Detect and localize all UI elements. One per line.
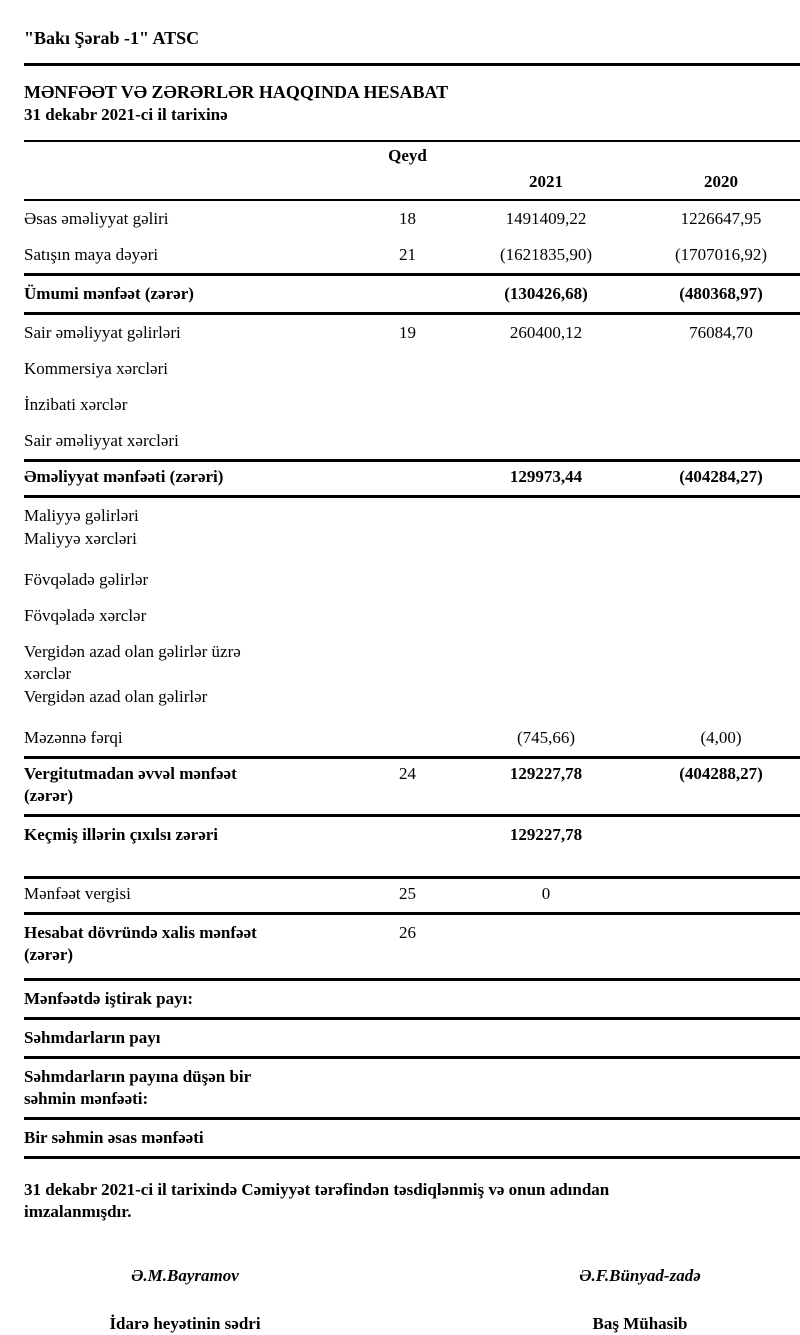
row-label-text: Əməliyyat mənfəəti (zərəri) <box>24 467 224 486</box>
row-label <box>24 1027 365 1049</box>
row-label-text: Hesabat dövründə xalis mənfəət (zərər) <box>24 923 257 964</box>
table-row <box>24 498 800 528</box>
value-2021-cell: 0 <box>541 884 551 903</box>
row-label <box>24 1127 365 1149</box>
table-row <box>24 462 800 495</box>
table-row <box>24 759 800 814</box>
row-label-text: Keçmiş illərin çıxılsı zərəri <box>24 825 219 844</box>
row-label-text: Vergidən azad olan gəlirlər <box>24 687 208 706</box>
row-label <box>24 358 365 380</box>
row-label-text: Mənfəət vergisi <box>24 884 131 903</box>
table-row <box>24 557 800 598</box>
report-date: 31 dekabr 2021-ci il tarixinə <box>24 105 228 124</box>
value-2021-cell: 260400,12 <box>509 323 583 342</box>
row-label-text: Səhmdarların payına düşən bir səhmin mənfəəti: <box>24 1067 251 1108</box>
row-label <box>24 244 365 266</box>
row-label <box>24 569 365 591</box>
table-row <box>24 634 800 686</box>
table-row <box>24 686 800 715</box>
table-header-years-row <box>24 167 800 199</box>
signature-name-chairman: Ə.M.Bayramov <box>131 1266 239 1285</box>
value-2021-cell: (745,66) <box>516 728 576 747</box>
column-header-2021: 2021 <box>529 172 563 191</box>
signature-name-accountant: Ə.F.Bünyad-zadə <box>579 1266 701 1285</box>
value-2020-cell: (480368,97) <box>679 284 763 303</box>
row-label <box>24 988 365 1010</box>
signature-title-chairman: İdarə heyətinin sədri <box>109 1314 261 1333</box>
row-label-text: Kommersiya xərcləri <box>24 359 168 378</box>
row-label <box>24 1066 365 1110</box>
table-row <box>24 1020 800 1056</box>
column-header-note: Qeyd <box>388 146 427 165</box>
row-label <box>24 763 365 807</box>
row-label <box>24 528 365 550</box>
value-2021-cell: (130426,68) <box>504 284 588 303</box>
value-2020-cell: (1707016,92) <box>674 245 768 264</box>
row-label-text: Ümumi mənfəət (zərər) <box>24 284 194 303</box>
row-label <box>24 686 365 708</box>
value-2021-cell: 1491409,22 <box>505 209 587 228</box>
row-label-text: Sair əməliyyat xərcləri <box>24 431 179 450</box>
row-label <box>24 208 365 230</box>
company-name: "Bakı Şərab -1" ATSC <box>24 28 200 48</box>
row-label <box>24 283 365 305</box>
table-row <box>24 915 800 978</box>
table-row <box>24 598 800 634</box>
table-header-note-row <box>24 142 800 167</box>
note-cell: 24 <box>399 764 416 783</box>
value-2020-cell: (4,00) <box>700 728 742 747</box>
row-label-text: Fövqəladə gəlirlər <box>24 570 149 589</box>
row-label-text: Fövqəladə xərclər <box>24 606 147 625</box>
income-statement-table <box>24 201 800 1159</box>
row-label-text: Vergidən azad olan gəlirlər üzrə xərclər <box>24 642 241 683</box>
table-row <box>24 315 800 351</box>
report-title: MƏNFƏƏT VƏ ZƏRƏRLƏR HAQQINDA HESABAT <box>24 82 449 102</box>
row-label-text: Sair əməliyyat gəlirləri <box>24 323 181 342</box>
row-label-text: İnzibati xərclər <box>24 395 128 414</box>
table-row <box>24 1120 800 1156</box>
table-row <box>24 879 800 912</box>
note-cell: 19 <box>399 323 416 342</box>
table-row <box>24 276 800 312</box>
row-label <box>24 505 365 527</box>
value-2021-cell: 129227,78 <box>509 825 583 844</box>
signature-title-accountant: Baş Mühasib <box>592 1314 688 1333</box>
section-divider <box>24 1156 800 1159</box>
table-row <box>24 715 800 756</box>
value-2020-cell: 76084,70 <box>689 323 753 342</box>
note-cell: 25 <box>399 884 416 903</box>
row-label <box>24 605 365 627</box>
section-divider <box>24 63 800 66</box>
value-2021-cell: (1621835,90) <box>499 245 593 264</box>
table-row <box>24 528 800 557</box>
row-label <box>24 883 365 905</box>
note-cell: 26 <box>399 923 416 942</box>
row-label <box>24 322 365 344</box>
row-label-text: Maliyyə xərcləri <box>24 529 137 548</box>
row-label <box>24 394 365 416</box>
table-row <box>24 1059 800 1117</box>
value-2020-cell: (404284,27) <box>679 467 763 486</box>
row-label <box>24 922 365 966</box>
value-2020-cell: (404288,27) <box>679 764 763 783</box>
table-row <box>24 981 800 1017</box>
table-row <box>24 817 800 876</box>
note-cell: 18 <box>399 209 416 228</box>
value-2020-cell: 1226647,95 <box>680 209 762 228</box>
row-label <box>24 727 365 749</box>
row-label-text: Vergitutmadan əvvəl mənfəət (zərər) <box>24 764 237 805</box>
value-2021-cell: 129227,78 <box>509 764 583 783</box>
row-label <box>24 641 365 685</box>
signature-titles-row <box>24 1313 800 1335</box>
column-header-2020: 2020 <box>704 172 738 191</box>
table-row <box>24 237 800 273</box>
note-cell: 21 <box>399 245 416 264</box>
row-label <box>24 430 365 452</box>
table-row <box>24 387 800 423</box>
table-row <box>24 423 800 459</box>
row-label-text: Məzənnə fərqi <box>24 728 123 747</box>
table-row <box>24 201 800 237</box>
row-label-text: Səhmdarların payı <box>24 1028 161 1047</box>
row-label <box>24 466 365 488</box>
approval-statement: 31 dekabr 2021-ci il tarixində Cəmiyyət tərəfindən təsdiqlənmiş və onun adından imzalanmışdır. <box>24 1180 610 1221</box>
value-2021-cell: 129973,44 <box>509 467 583 486</box>
row-label-text: Maliyyə gəlirləri <box>24 506 139 525</box>
row-label-text: Mənfəətdə iştirak payı: <box>24 989 194 1008</box>
row-label-text: Satışın maya dəyəri <box>24 245 159 264</box>
row-label <box>24 824 365 846</box>
signature-names-row <box>24 1265 800 1287</box>
table-row <box>24 351 800 387</box>
row-label-text: Əsas əməliyyat gəliri <box>24 209 169 228</box>
row-label-text: Bir səhmin əsas mənfəəti <box>24 1128 204 1147</box>
